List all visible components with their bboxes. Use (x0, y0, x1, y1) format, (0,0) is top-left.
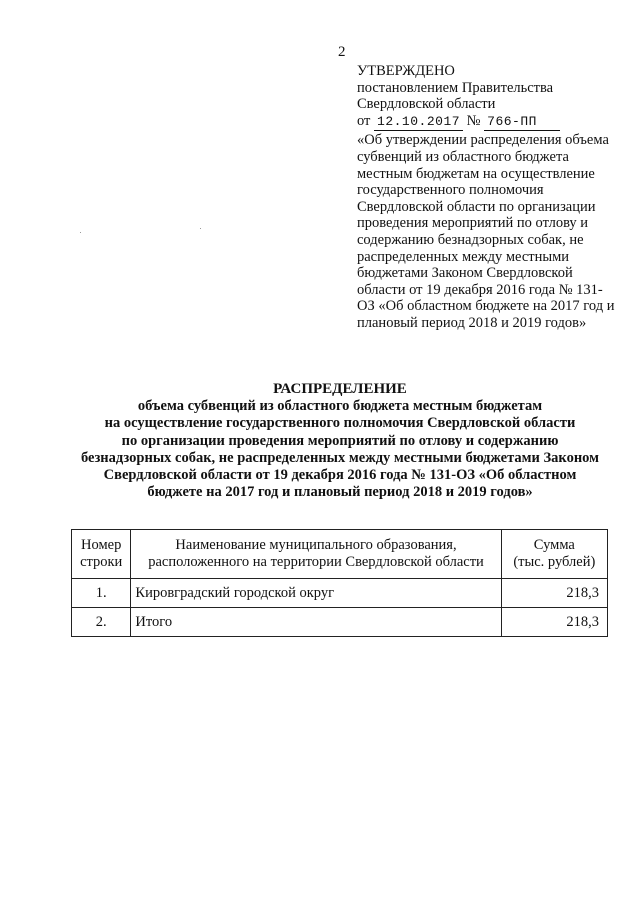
date-prefix: от (357, 112, 371, 129)
title-line: Свердловской области от 19 декабря 2016 года № 131-ОЗ «Об областном (103, 467, 577, 484)
title-line: бюджете на 2017 год и плановый период 2018 и 2019 годов» (147, 484, 533, 501)
approval-stamp (357, 63, 617, 332)
approval-date-line (357, 113, 617, 132)
page-number: 2 (338, 44, 346, 60)
approval-line-1: постановлением Правительства (357, 79, 554, 96)
document-title: РАСПРЕДЕЛЕНИЕ (273, 381, 407, 397)
number-prefix: № (466, 112, 481, 129)
header-municipality (131, 530, 501, 579)
scan-speck (200, 228, 201, 229)
title-line: на осуществление государственного полномочия Свердловской области (104, 415, 576, 432)
approval-heading: УТВЕРЖДЕНО (357, 63, 455, 79)
approval-number: 766-ПП (484, 114, 560, 132)
header-sum (501, 530, 607, 579)
header-text: Наименование муниципального образования, (175, 537, 457, 553)
header-text: расположенного на территории Свердловской области (148, 554, 484, 570)
header-row-number (72, 530, 131, 579)
total-label: Итого (131, 608, 501, 637)
approval-line-2: Свердловской области (357, 96, 496, 113)
header-text: (тыс. рублей) (513, 554, 596, 570)
title-line: безнадзорных собак, не распределенных между местными бюджетами Законом (80, 449, 600, 466)
row-number: 1. (72, 579, 131, 608)
distribution-table (71, 529, 608, 637)
header-text: Номер (81, 537, 122, 553)
title-line: по организации проведения мероприятий по отлову и содержанию (121, 432, 559, 449)
table-row (72, 579, 608, 608)
sum-value: 218,3 (501, 579, 607, 608)
header-text: строки (80, 554, 123, 570)
table-row (72, 608, 608, 637)
total-value: 218,3 (501, 608, 607, 637)
scan-speck (80, 232, 81, 233)
municipality-name: Кировградский городской округ (131, 579, 501, 608)
table-header-row (72, 530, 608, 579)
title-line: объема субвенций из областного бюджета местным бюджетам (137, 398, 543, 415)
header-text: Сумма (533, 537, 575, 553)
approval-description: «Об утверждении распределения объема субвенций из областного бюджета местным бюджетам на осуществление государственного полномочия Свердловской области по организации проведения мероприятий по отлову и содержанию безнадзорных собак, не распределенных между местными бюджетами Законом Свердловской области от 19 декабря 2016 года № 131-ОЗ «Об областном бюджете на 2017 год и плановый период 2018 и 2019 годов» (357, 132, 615, 331)
document-title-block (40, 381, 640, 501)
approval-date: 12.10.2017 (374, 114, 463, 132)
row-number: 2. (72, 608, 131, 637)
